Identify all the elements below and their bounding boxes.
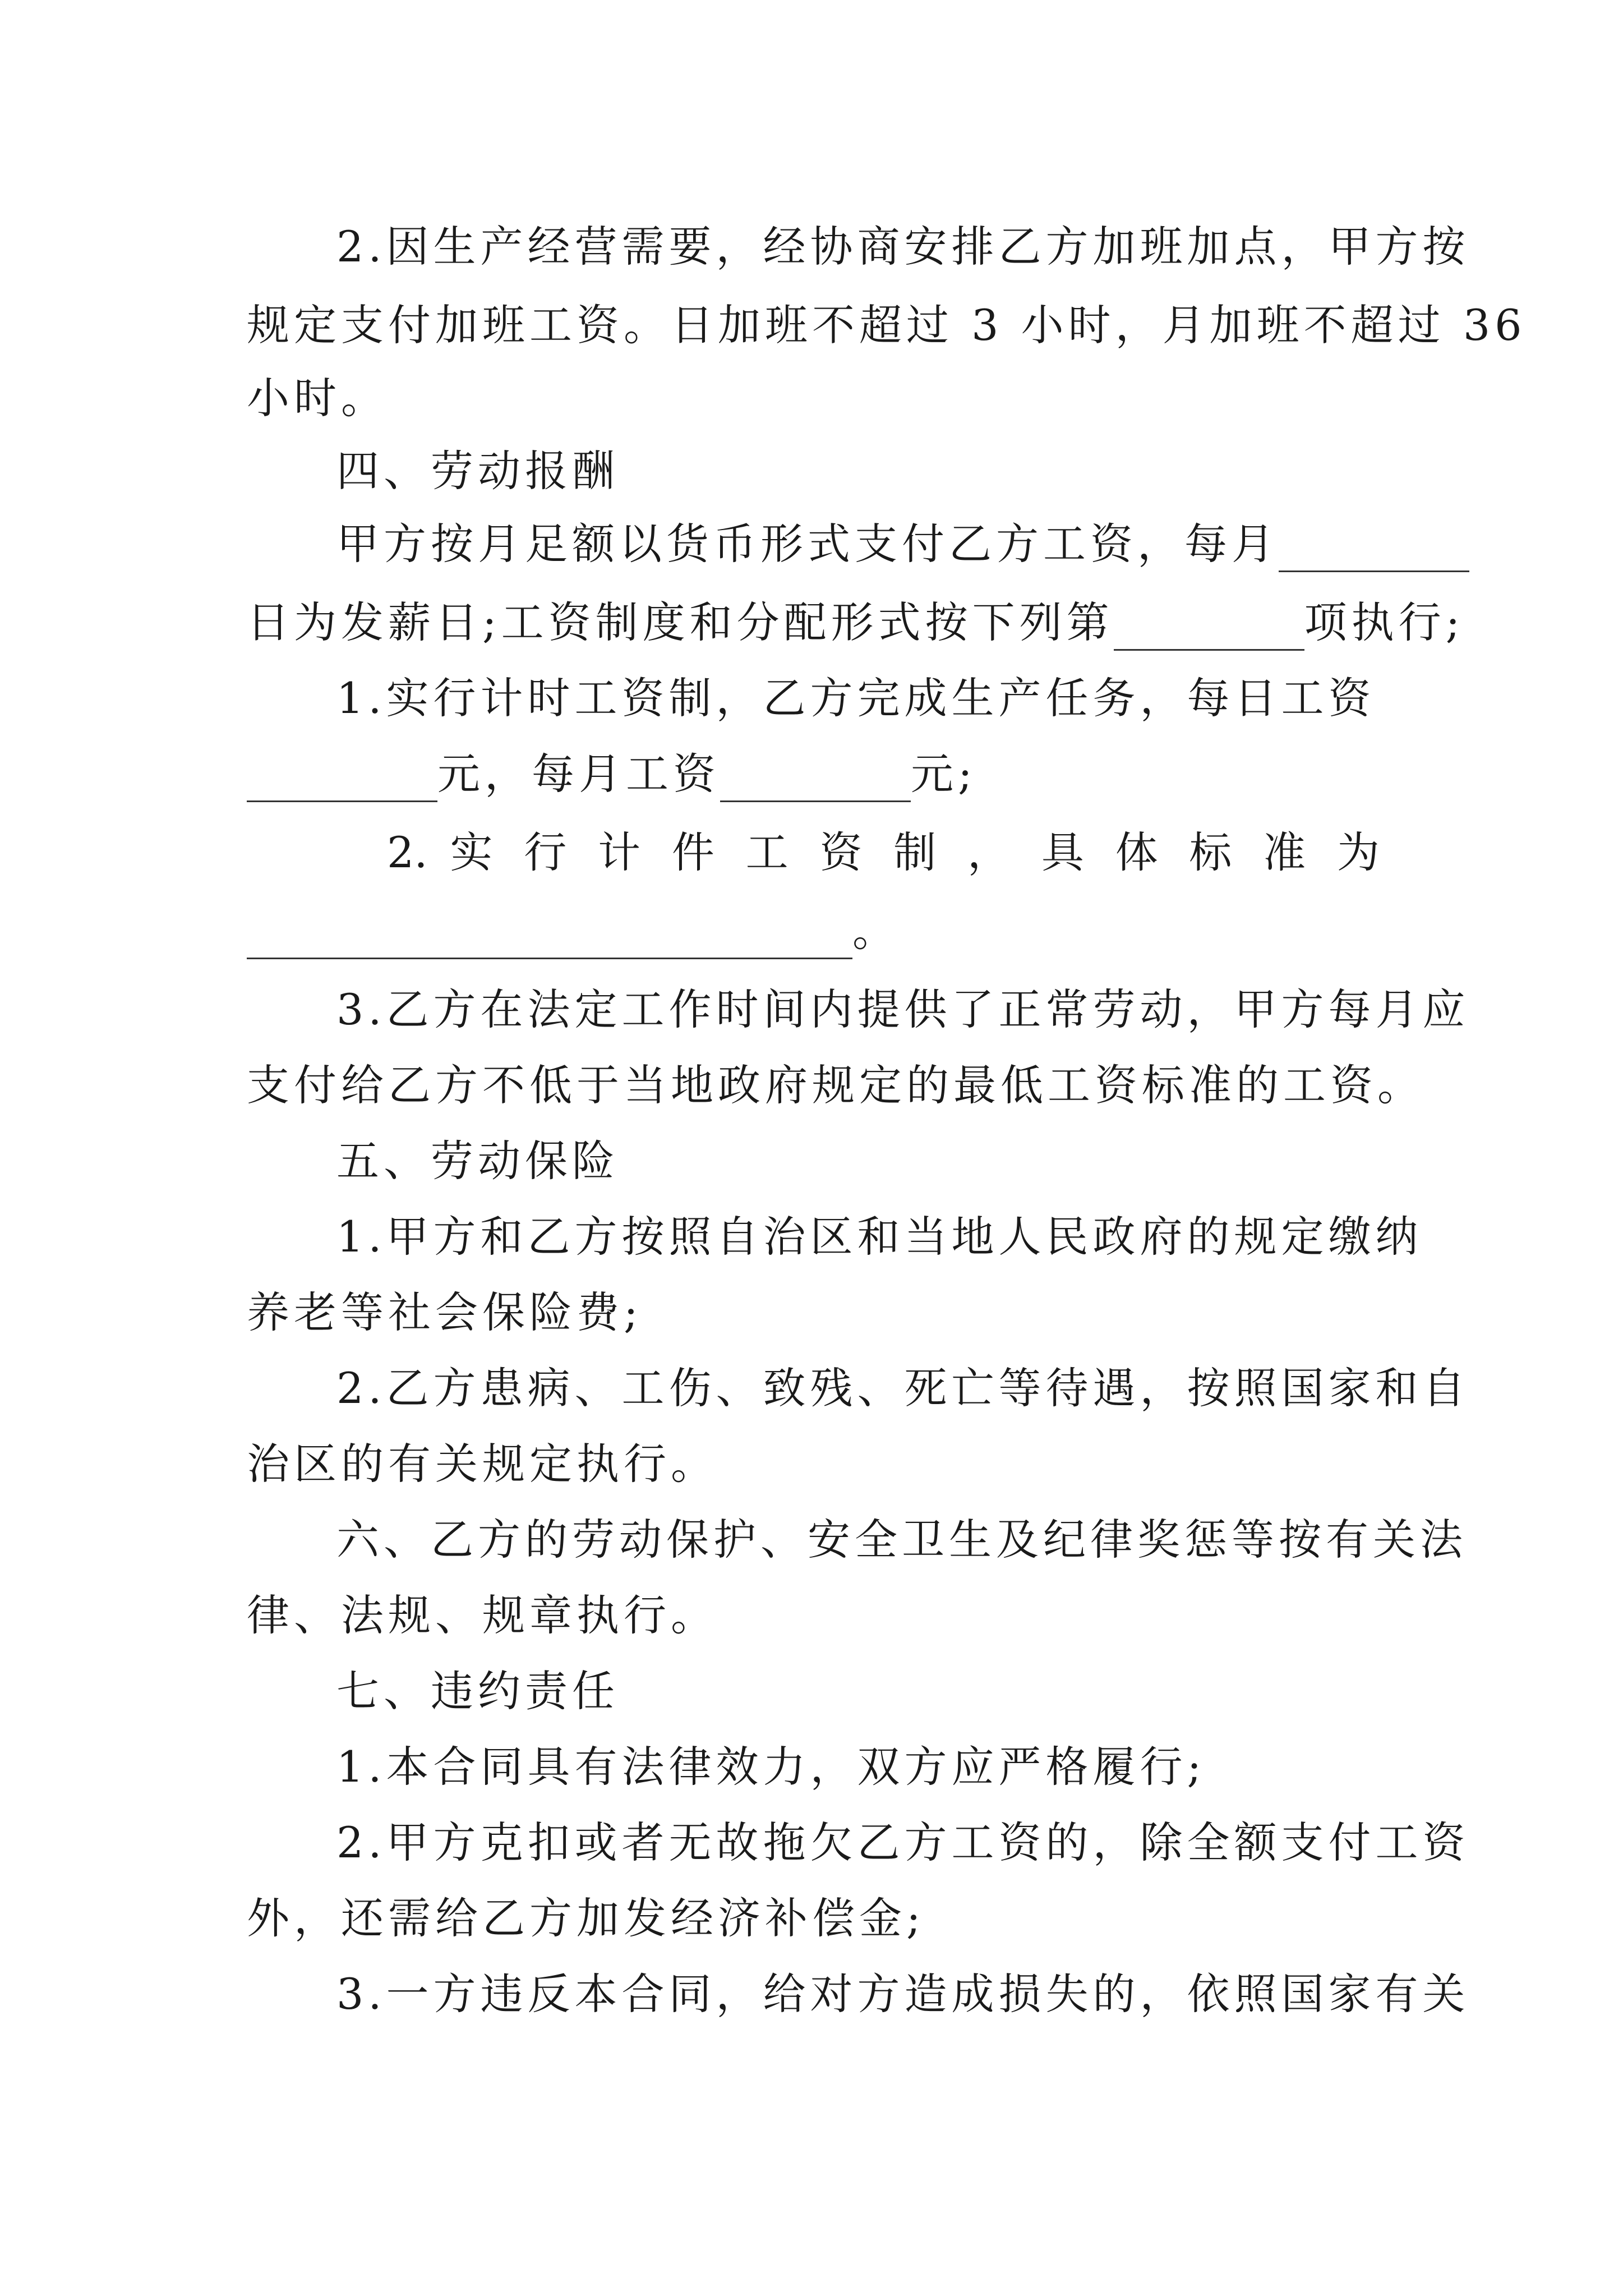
fill-in-blank[interactable] bbox=[247, 913, 852, 959]
text-line: 1.甲方和乙方按照自治区和当地人民政府的规定缴纳 bbox=[336, 1212, 1423, 1262]
text-line: 元，每月工资 元; bbox=[247, 746, 1380, 802]
section-heading: 六、乙方的劳动保护、安全卫生及纪律奖惩等按有关法 bbox=[336, 1515, 1467, 1565]
text-line: 治区的有关规定执行。 bbox=[247, 1439, 718, 1489]
text-line: 1.本合同具有法律效力，双方应严格履行; bbox=[336, 1742, 1206, 1792]
text-line: 1.实行计时工资制，乙方完成生产任务，每日工资 bbox=[336, 673, 1376, 723]
text-line: 甲方按月足额以货币形式支付乙方工资，每月 bbox=[336, 516, 1380, 572]
text-line: 小时。 bbox=[247, 373, 388, 423]
text-line: 2.甲方克扣或者无故拖欠乙方工资的，除全额支付工资 bbox=[336, 1818, 1470, 1867]
text-line: 2. 实 行 计 件 工 资 制 ， 具 体 标 准 为 bbox=[387, 827, 1380, 877]
text-line: 2.乙方患病、工伤、致残、死亡等待遇，按照国家和自 bbox=[336, 1363, 1470, 1413]
text-line: 日为发薪日;工资制度和分配形式按下列第 项执行; bbox=[247, 595, 1380, 651]
text-line: 2.因生产经营需要，经协商安排乙方加班加点，甲方按 bbox=[336, 222, 1470, 272]
fill-in-blank[interactable] bbox=[720, 756, 911, 802]
text-line: 律、法规、规章执行。 bbox=[247, 1590, 718, 1640]
section-heading: 五、劳动保险 bbox=[336, 1136, 619, 1186]
text-line: 3.一方违反本合同，给对方造成损失的，依照国家有关 bbox=[336, 1969, 1470, 2019]
text-line: 3.乙方在法定工作时间内提供了正常劳动，甲方每月应 bbox=[336, 984, 1470, 1034]
text-line: 外，还需给乙方加发经济补偿金; bbox=[247, 1893, 925, 1943]
text-line: 规定支付加班工资。日加班不超过 3 小时，月加班不超过 36 bbox=[247, 300, 1527, 350]
text-line: 。 bbox=[247, 903, 1380, 959]
text-line: 支付给乙方不低于当地政府规定的最低工资标准的工资。 bbox=[247, 1060, 1424, 1110]
fill-in-blank[interactable] bbox=[247, 756, 437, 802]
fill-in-blank[interactable] bbox=[1279, 526, 1469, 572]
section-heading: 四、劳动报酬 bbox=[336, 446, 619, 496]
fill-in-blank[interactable] bbox=[1114, 604, 1304, 651]
section-heading: 七、违约责任 bbox=[336, 1666, 619, 1716]
text-line: 养老等社会保险费; bbox=[247, 1287, 643, 1337]
